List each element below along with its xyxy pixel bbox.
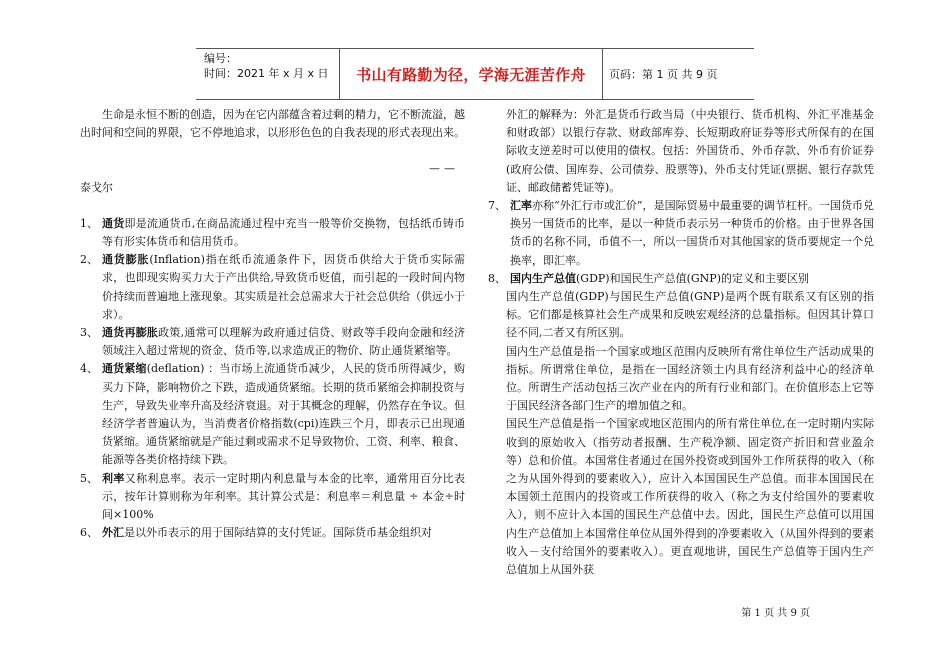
item-text: 又称利息率。表示一定时期内利息量与本金的比率，通常用百分比表示，按年计算则称为年利率。其计算公式是：利息率＝利息量 ÷ 本金÷时间×100% bbox=[102, 471, 466, 522]
quote-author: 泰戈尔 bbox=[80, 180, 113, 194]
item-term: 通货膨胀 bbox=[102, 253, 150, 267]
header-page-label: 页码：第 1 页 共 9 页 bbox=[609, 68, 718, 81]
item-text: 即是流通货币,在商品流通过程中充当一般等价交换物，包括纸币铸币等有形实体货币和信用货币。 bbox=[102, 216, 465, 249]
item-number: 4、 bbox=[80, 362, 98, 376]
item-text: 是以外币表示的用于国际结算的支付凭证。国际货币基金组织对 bbox=[124, 526, 432, 540]
item-number: 5、 bbox=[80, 471, 98, 485]
item-number: 7、 bbox=[488, 199, 506, 213]
list-item bbox=[488, 197, 874, 270]
forex-continuation: 外汇的解释为：外汇是货币行政当局（中央银行、货币机构、外汇平准基金和财政部）以银行存款、财政部库券、长短期政府证券等形式所保有的在国际收支逆差时可以使用的债权。包括：外国货币、外币存款、外币有价证券(政府公债、国库券、公司债券、股票等)、外币支付凭证(票据、银行存款凭证、邮政储蓄凭证等)。 bbox=[506, 108, 874, 194]
list-item bbox=[80, 470, 465, 525]
item-number: 8、 bbox=[488, 271, 506, 285]
left-column bbox=[80, 106, 465, 542]
item-term: 通货再膨胀 bbox=[102, 326, 159, 340]
list-item bbox=[80, 324, 465, 360]
item-text: (deflation) ：当市场上流通货币减少，人民的货币所得减少，购买力下降，影响物价之下跌，造成通货紧缩。长期的货币紧缩会抑制投资与生产，导致失业率升高及经济衰退。对于其概念的理解，仍然存在争议。但经济学者普遍认为，当消费者价格指数(cpi)连跌三个月，即表示已出现通货紧缩。通货紧缩就是产能过剩或需求不足导致物价、工资、利率、粮食、能源等各类价格持续下跌。 bbox=[102, 362, 466, 467]
page-footer: 第 1 页 共 9 页 bbox=[741, 608, 810, 619]
item-text: (Inflation)指在纸币流通条件下，因货币供给大于货币实际需求，也即现实购买力大于产出供给,导致货币贬值，而引起的一段时间内物价持续而普遍地上涨现象。其实质是社会总需求大于社会总供给（供远小于求）。 bbox=[102, 253, 466, 321]
item-term: 通货紧缩 bbox=[102, 362, 147, 376]
header-meta bbox=[204, 51, 329, 81]
list-item bbox=[80, 251, 465, 324]
item-number: 1、 bbox=[80, 216, 98, 230]
paragraph: 国民生产总值是指一个国家或地区范围内的所有常住单位,在一定时期内实际收到的原始收入（指劳动者报酬、生产税净额、固定资产折旧和营业盈余等）总和价值。本国常住者通过在国外投资或到国外工作所获得的收入（称之为从国外得到的要素收入），应计入本国国民生产总值。而非本国国民在本国领土范围内的投资或工作所获得的收入（称之为支付给国外的要素收入），则不应计入本国的国民生产总值中去。因此，国民生产总值可以用国内生产总值加上本国常住单位从国外得到的净要素收入（从国外得到的要素收入－支付给国外的要素收入）。更直观地讲，国民生产总值等于国内生产总值加上从国外获 bbox=[506, 417, 874, 577]
item-term: 外汇 bbox=[102, 526, 124, 540]
item-text: 政策,通常可以理解为政府通过信贷、财政等手段向金融和经济领域注入超过常规的资金、货币等,以求造成正的物价、防止通货紧缩等。 bbox=[102, 326, 465, 358]
item-term: 通货 bbox=[102, 216, 125, 230]
spacer bbox=[80, 197, 465, 215]
item-term: 汇率 bbox=[510, 199, 533, 213]
page-header bbox=[196, 48, 754, 100]
header-motto: 书山有路勤为径，学海无涯苦作舟 bbox=[339, 49, 603, 99]
item-term: 国内生产总值 bbox=[510, 271, 576, 285]
list-item bbox=[80, 360, 465, 469]
list-item bbox=[80, 215, 465, 251]
item-term: 利率 bbox=[102, 471, 125, 485]
paragraph: 国内生产总值是指一个国家或地区范围内反映所有常住单位生产活动成果的指标。所谓常住单位，是指在一国经济领土内具有经济利益中心的经济单位。所谓生产活动包括三次产业在内的所有行业和部门。在价值形态上它等于国民经济各部门生产的增加值之和。 bbox=[506, 344, 874, 413]
list-item bbox=[80, 524, 465, 542]
item-text: 亦称“外汇行市或汇价”，是国际贸易中最重要的调节杠杆。一国货币兑换另一国货币的比率，是以一种货币表示另一种货币的价格。由于世界各国货币的名称不同，币值不一，所以一国货币对其他国家的货币要规定一个兑换率，即汇率。 bbox=[510, 199, 874, 267]
intro-quote: 生命是永恒不断的创造，因为在它内部蕴含着过剩的精力，它不断流溢，越出时间和空间的界限，它不停地追求，以形形色色的自我表现的形式表现出来。 bbox=[80, 108, 465, 140]
item-text: (GDP)和国民生产总值(GNP)的定义和主要区别 bbox=[576, 271, 809, 285]
item-number: 6、 bbox=[80, 526, 98, 540]
number-label: 编号： bbox=[204, 52, 237, 65]
paragraph: 国内生产总值(GDP)与国民生产总值(GNP)是两个既有联系又有区别的指标。它们都是核算社会生产成果和反映宏观经济的总量指标。但因其计算口径不同,二者又有所区别。 bbox=[506, 290, 874, 340]
item-number: 3、 bbox=[80, 326, 98, 340]
item-number: 2、 bbox=[80, 253, 98, 267]
time-label: 时间：2021 年 x 月 x 日 bbox=[204, 67, 329, 80]
list-item bbox=[488, 270, 874, 288]
quote-dash: —— bbox=[429, 162, 459, 176]
right-column bbox=[488, 106, 874, 579]
